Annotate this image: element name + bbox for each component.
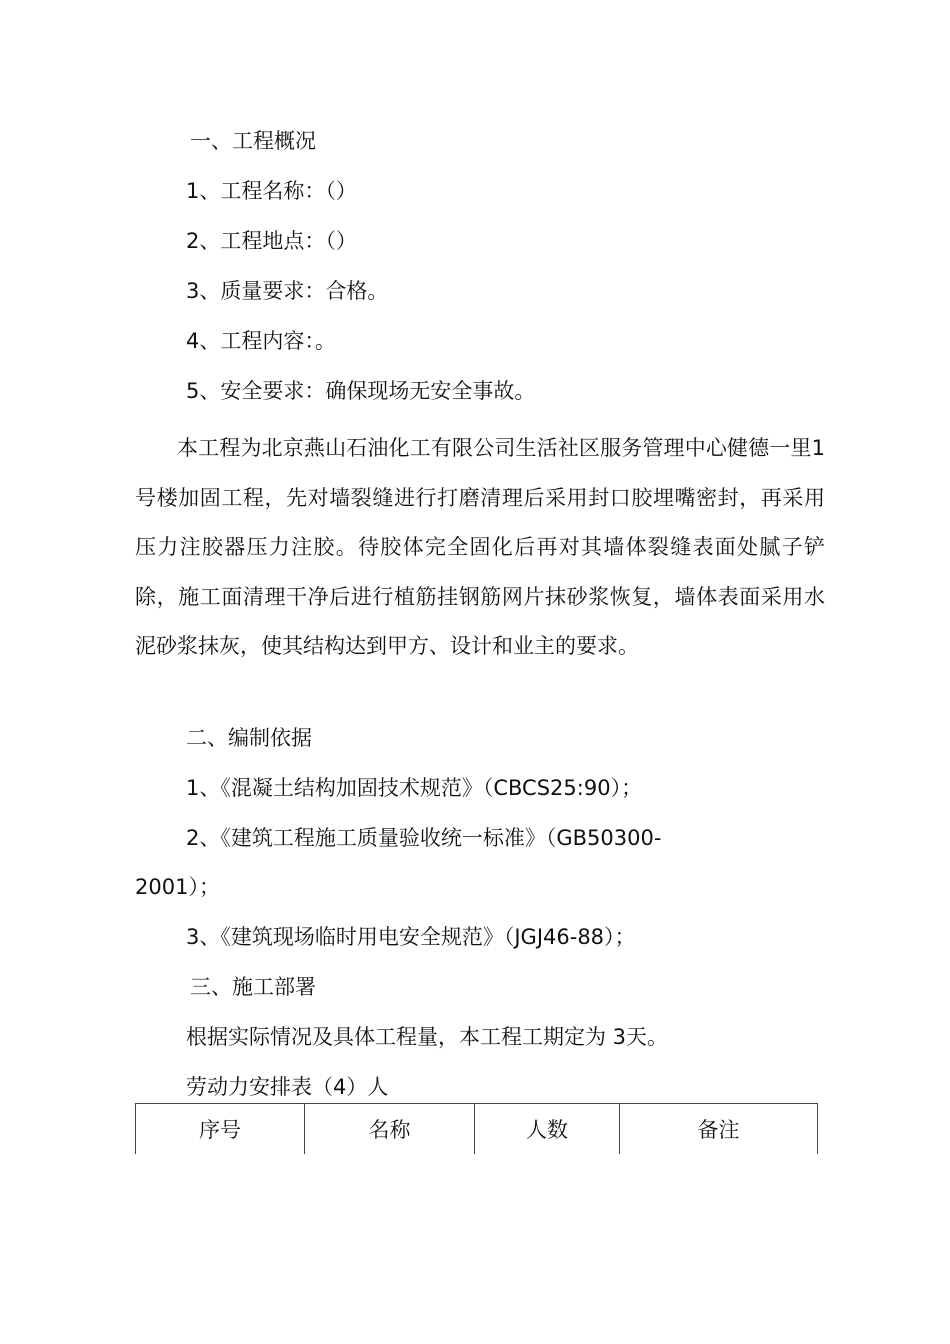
header-remarks: 备注 [620, 1104, 818, 1155]
labor-table [135, 1103, 818, 1154]
project-location-line: 2、工程地点：（） [186, 229, 357, 253]
reference-item-3: 3、《建筑现场临时用电安全规范》（JGJ46-88）； [186, 925, 636, 949]
schedule-line: 根据实际情况及具体工程量，本工程工期定为 3天。 [186, 1025, 669, 1049]
header-headcount: 人数 [475, 1104, 620, 1155]
project-content-line: 4、工程内容：。 [186, 329, 336, 353]
reference-item-2-continued: 2001）； [135, 875, 220, 899]
reference-item-2: 2、《建筑工程施工质量验收统一标准》（GB50300- [186, 826, 662, 850]
labor-table-header-row [136, 1104, 818, 1155]
reference-item-1: 1、《混凝土结构加固技术规范》（CBCS25:90）； [186, 776, 643, 800]
labor-table-title: 劳动力安排表（4）人 [186, 1075, 389, 1099]
header-sequence: 序号 [136, 1104, 305, 1155]
header-name: 名称 [305, 1104, 475, 1155]
section2-heading: 二、编制依据 [186, 726, 312, 750]
safety-requirement-line: 5、安全要求：确保现场无安全事故。 [186, 379, 536, 403]
section3-heading: 三、施工部署 [190, 975, 316, 999]
project-description-paragraph: 本工程为北京燕山石油化工有限公司生活社区服务管理中心健德一里1号楼加固工程，先对墙裂缝进行打磨清理后采用封口胶埋嘴密封，再采用压力注胶器压力注胶。待胶体完全固化后再对其墙体裂缝表面处腻子铲除，施工面清理干净后进行植筋挂钢筋网片抹砂浆恢复，墙体表面采用水泥砂浆抹灰，使其结构达到甲方、设计和业主的要求。 [135, 436, 825, 659]
project-name-line: 1、工程名称：（） [186, 179, 357, 203]
quality-requirement-line: 3、质量要求：合格。 [186, 279, 389, 303]
section1-heading: 一、工程概况 [190, 129, 316, 153]
